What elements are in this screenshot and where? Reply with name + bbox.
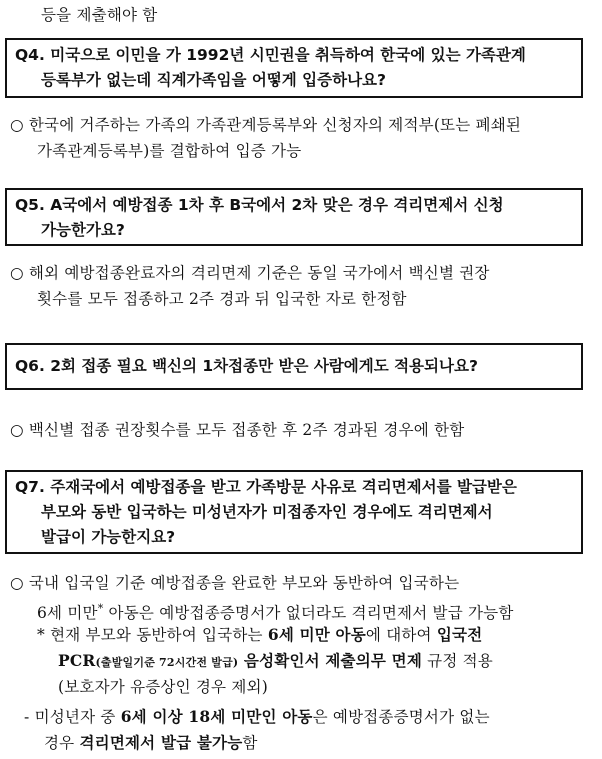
dash-text-a: - 미성년자 중 xyxy=(24,708,121,726)
q4-question-line1: Q4. 미국으로 이민을 가 1992년 시민권을 취득하여 한국에 있는 가족관계 xyxy=(15,46,526,64)
footnote-marker: * xyxy=(97,602,104,615)
q4-question-line2: 등록부가 없는데 직계가족임을 어떻게 입증하나요? xyxy=(41,71,387,89)
note-line2 xyxy=(58,648,493,676)
q5-answer-line1: ○ 해외 예방접종완료자의 격리면제 기준은 동일 국가에서 백신별 권장 xyxy=(10,264,490,282)
note-line3: (보호자가 유증상인 경우 제외) xyxy=(58,678,268,696)
q7-question-line3: 발급이 가능한지요? xyxy=(41,528,176,546)
q6-answer-line1: ○ 백신별 접종 권장횟수를 모두 접종한 후 2주 경과된 경우에 한함 xyxy=(10,421,465,439)
q5-question-line1: Q5. A국에서 예방접종 1차 후 B국에서 2차 맞은 경우 격리면제서 신청 xyxy=(15,196,504,214)
dash-text-c: 은 예방접종증명서가 없는 xyxy=(312,708,490,726)
dash2-text-a: 경우 xyxy=(44,734,80,752)
q6-question-line1: Q6. 2회 접종 필요 백신의 1차접종만 받은 사람에게도 적용되나요? xyxy=(15,357,478,375)
note-text-rule: 규정 적용 xyxy=(422,652,493,670)
dash-line1 xyxy=(24,704,490,730)
answer-under-6-text: 6세 미만 xyxy=(37,604,98,623)
q4-answer-line2: 가족관계등록부)를 결합하여 입증 가능 xyxy=(37,142,302,160)
q5-answer-line2: 횟수를 모두 접종하고 2주 경과 뒤 입국한 자로 한정함 xyxy=(37,290,407,308)
q5-question-line2: 가능한가요? xyxy=(41,221,125,239)
question-box-q4 xyxy=(5,38,583,98)
question-box-q5 xyxy=(5,188,583,246)
dash-line2 xyxy=(44,730,258,756)
note-bold-pre-entry: 입국전 xyxy=(436,625,483,644)
question-box-q6 xyxy=(5,343,583,390)
dash2-text-c: 함 xyxy=(242,734,258,752)
question-box-q7 xyxy=(5,470,583,554)
q7-question-line1: Q7. 주재국에서 예방접종을 받고 가족방문 사유로 격리면제서를 발급받은 xyxy=(15,478,517,496)
q7-answer-line1: ○ 국내 입국일 기준 예방접종을 완료한 부모와 동반하여 입국하는 xyxy=(10,574,460,592)
q7-question-line2: 부모와 동반 입국하는 미성년자가 미접종자인 경우에도 격리면제서 xyxy=(41,503,493,521)
note-text-a: * 현재 부모와 동반하여 입국하는 xyxy=(37,626,268,644)
note-line1 xyxy=(37,622,482,648)
note-bold-72h: (출발일기준 72시간전 발급) xyxy=(95,656,239,669)
dash2-bold-not-issued: 격리면제서 발급 불가능 xyxy=(79,733,243,752)
note-bold-pcr: PCR xyxy=(58,651,96,670)
dash-bold-6-to-18: 6세 이상 18세 미만인 아동 xyxy=(120,707,313,726)
note-bold-exemption: 음성확인서 제출의무 면제 xyxy=(238,651,423,670)
note-text-c: 에 대하여 xyxy=(365,626,437,644)
answer-line2-rest: 아동은 예방접종증명서가 없더라도 격리면제서 발급 가능함 xyxy=(103,604,514,623)
q4-answer-line1: ○ 한국에 거주하는 가족의 가족관계등록부와 신청자의 제적부(또는 폐쇄된 xyxy=(10,116,522,134)
continued-text: 등을 제출해야 함 xyxy=(41,6,158,24)
note-bold-under-6: 6세 미만 아동 xyxy=(267,625,366,644)
